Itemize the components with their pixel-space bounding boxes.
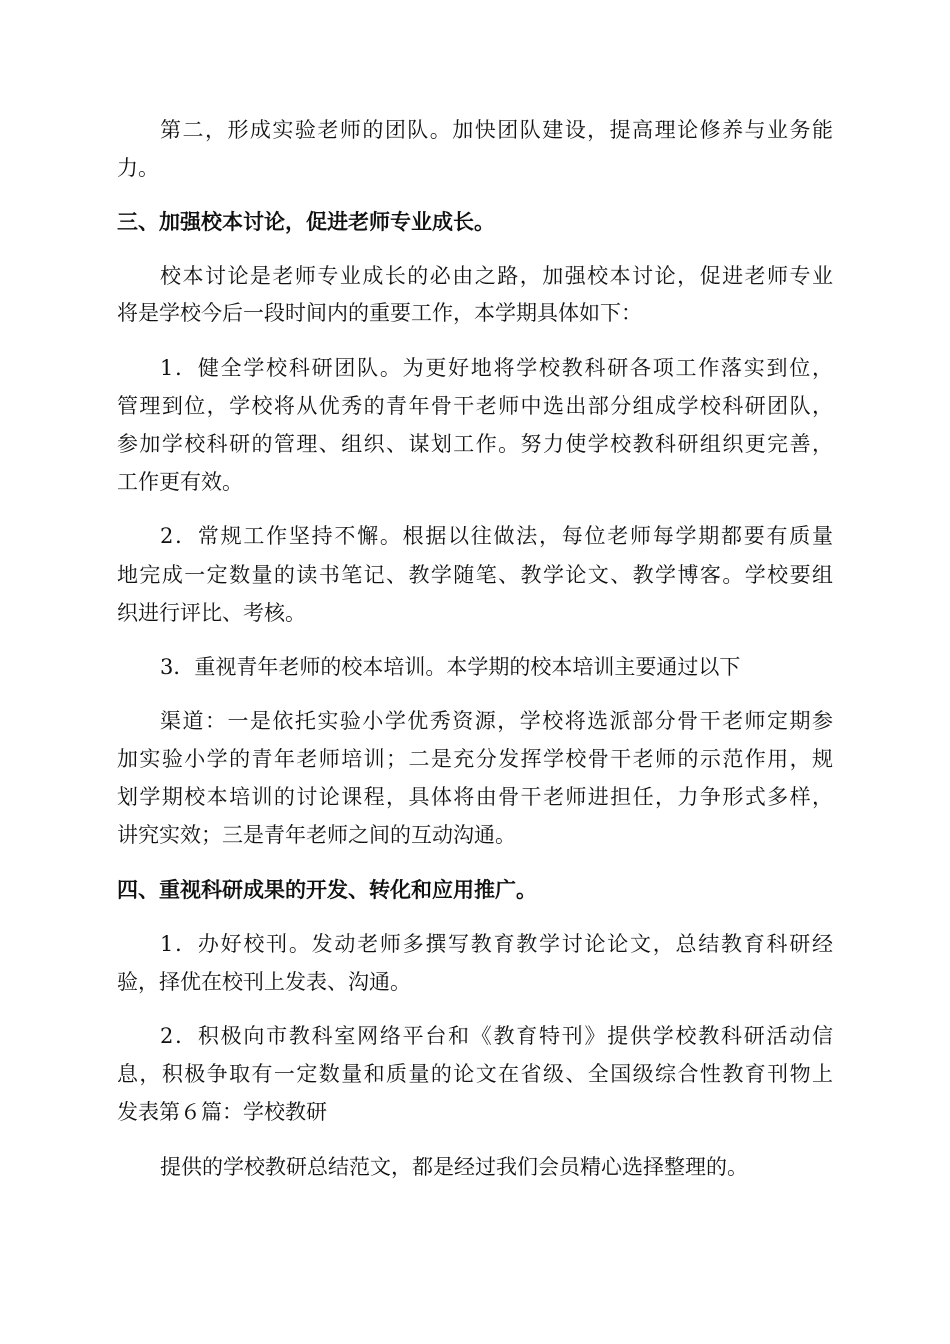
- channels-line4: 讲究实效；三是青年老师之间的互动沟通。: [117, 823, 516, 847]
- paragraph-second-line1: 第二，形成实验老师的团队。加快团队建设，提高理论修养与业务能: [160, 118, 833, 142]
- channels-line2: 加实验小学的青年老师培训；二是充分发挥学校骨干老师的示范作用，规: [117, 747, 833, 771]
- item4-2-line1: 2．积极向市教科室网络平台和《教育特刊》提供学校教科研活动信: [160, 1024, 833, 1048]
- item4-1-line2: 验，择优在校刊上发表、沟通。: [117, 970, 411, 994]
- channels-line1: 渠道：一是依托实验小学优秀资源，学校将选派部分骨干老师定期参: [160, 709, 833, 733]
- item1-line4: 工作更有效。: [117, 470, 243, 494]
- item2-line3: 织进行评比、考核。: [117, 601, 306, 625]
- channels-line3: 划学期校本培训的讨论课程，具体将由骨干老师进担任，力争形式多样，: [117, 785, 833, 809]
- paragraph-second-line2: 力。: [117, 156, 159, 180]
- section-heading-four: 四、重视科研成果的开发、转化和应用推广。: [117, 877, 537, 902]
- item4-2-line3: 发表第６篇：学校教研: [117, 1100, 327, 1124]
- item1-line2: 管理到位，学校将从优秀的青年骨干老师中选出部分组成学校科研团队，: [117, 394, 833, 418]
- item2-line1: 2．常规工作坚持不懈。根据以往做法，每位老师每学期都要有质量: [160, 524, 833, 548]
- intro-line2: 将是学校今后一段时间内的重要工作，本学期具体如下：: [117, 301, 642, 325]
- item1-line1: 1．健全学校科研团队。为更好地将学校教科研各项工作落实到位，: [160, 356, 833, 380]
- section-heading-three: 三、加强校本讨论，促进老师专业成长。: [117, 209, 495, 234]
- item2-line2: 地完成一定数量的读书笔记、教学随笔、教学论文、教学博客。学校要组: [117, 563, 833, 587]
- closing-paragraph: 提供的学校教研总结范文，都是经过我们会员精心选择整理的。: [160, 1155, 748, 1179]
- item3-line1: 3．重视青年老师的校本培训。本学期的校本培训主要通过以下: [160, 655, 741, 679]
- item4-1-line1: 1．办好校刊。发动老师多撰写教育教学讨论论文，总结教育科研经: [160, 932, 833, 956]
- item4-2-line2: 息，积极争取有一定数量和质量的论文在省级、全国级综合性教育刊物上: [117, 1062, 833, 1086]
- item1-line3: 参加学校科研的管理、组织、谋划工作。努力使学校教科研组织更完善，: [117, 432, 833, 456]
- intro-line1: 校本讨论是老师专业成长的必由之路，加强校本讨论，促进老师专业: [160, 264, 833, 288]
